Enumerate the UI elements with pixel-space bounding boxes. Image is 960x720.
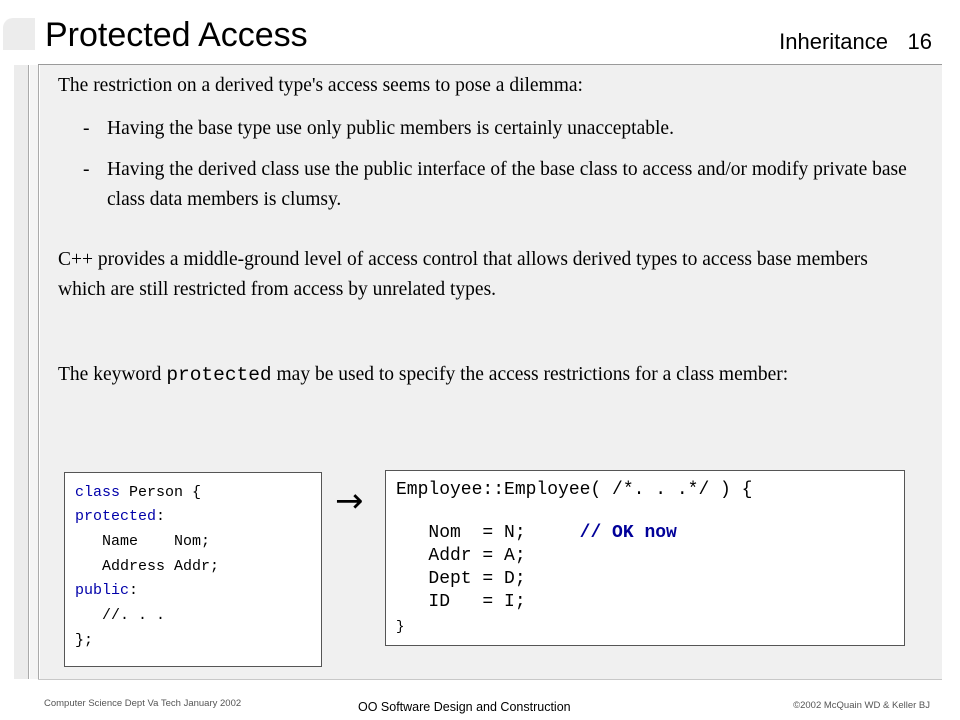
protected-keyword-paragraph (58, 360, 908, 390)
intro-paragraph: The restriction on a derived type's access seems to pose a dilemma: (58, 75, 583, 96)
code-comment: // OK now (579, 523, 677, 543)
code-line (396, 522, 677, 544)
code-keyword: public (75, 582, 130, 599)
code-text: : (129, 582, 139, 599)
left-bar-inner-decoration (30, 65, 39, 679)
code-line: //. . . (75, 607, 166, 624)
code-line (75, 583, 138, 599)
footer-course-title: OO Software Design and Construction (358, 700, 571, 714)
bullet-marker: - (83, 159, 90, 180)
bullet-item: Having the base type use only public members is certainly unacceptable. (107, 118, 674, 139)
bullet-marker: - (83, 118, 90, 139)
protected-keyword: protected (166, 364, 272, 386)
footer-department: Computer Science Dept Va Tech January 2002 (44, 698, 242, 709)
bullet-item: Having the derived class use the public interface of the base class to access and/or modify private base class data members is clumsy. (107, 159, 907, 210)
slide-number: 16 (907, 29, 932, 54)
code-keyword: class (75, 484, 121, 501)
code-line: ID = I; (396, 592, 526, 612)
person-class-code-box (64, 472, 322, 667)
code-line: Dept = D; (396, 569, 526, 589)
slide-title: Protected Access (45, 16, 308, 54)
footer-copyright: ©2002 McQuain WD & Keller BJ (793, 700, 930, 711)
section-label: Inheritance (779, 29, 888, 54)
code-line: } (396, 619, 405, 635)
code-line: }; (75, 632, 94, 649)
code-line: Employee::Employee( /*. . .*/ ) { (396, 480, 753, 500)
middle-ground-paragraph: C++ provides a middle-ground level of access control that allows derived types to access base members which are still restricted from access by unrelated types. (58, 249, 868, 300)
corner-decoration (3, 18, 35, 50)
code-line (75, 485, 201, 501)
right-arrow-icon: → (335, 481, 364, 521)
footer-divider (38, 679, 942, 680)
paragraph-text: The keyword (58, 364, 162, 385)
code-line (75, 509, 165, 525)
code-line: Name Nom; (75, 533, 211, 550)
left-bar-decoration (14, 65, 29, 679)
code-text: Nom = N; (396, 523, 580, 543)
code-text: : (156, 508, 166, 525)
code-keyword: protected (75, 508, 157, 525)
code-line: Addr = A; (396, 546, 526, 566)
code-line: Address Addr; (75, 558, 220, 575)
code-text: Person { (120, 484, 202, 501)
paragraph-text: may be used to specify the access restrictions for a class member: (276, 364, 789, 385)
employee-constructor-code-box (385, 470, 905, 646)
